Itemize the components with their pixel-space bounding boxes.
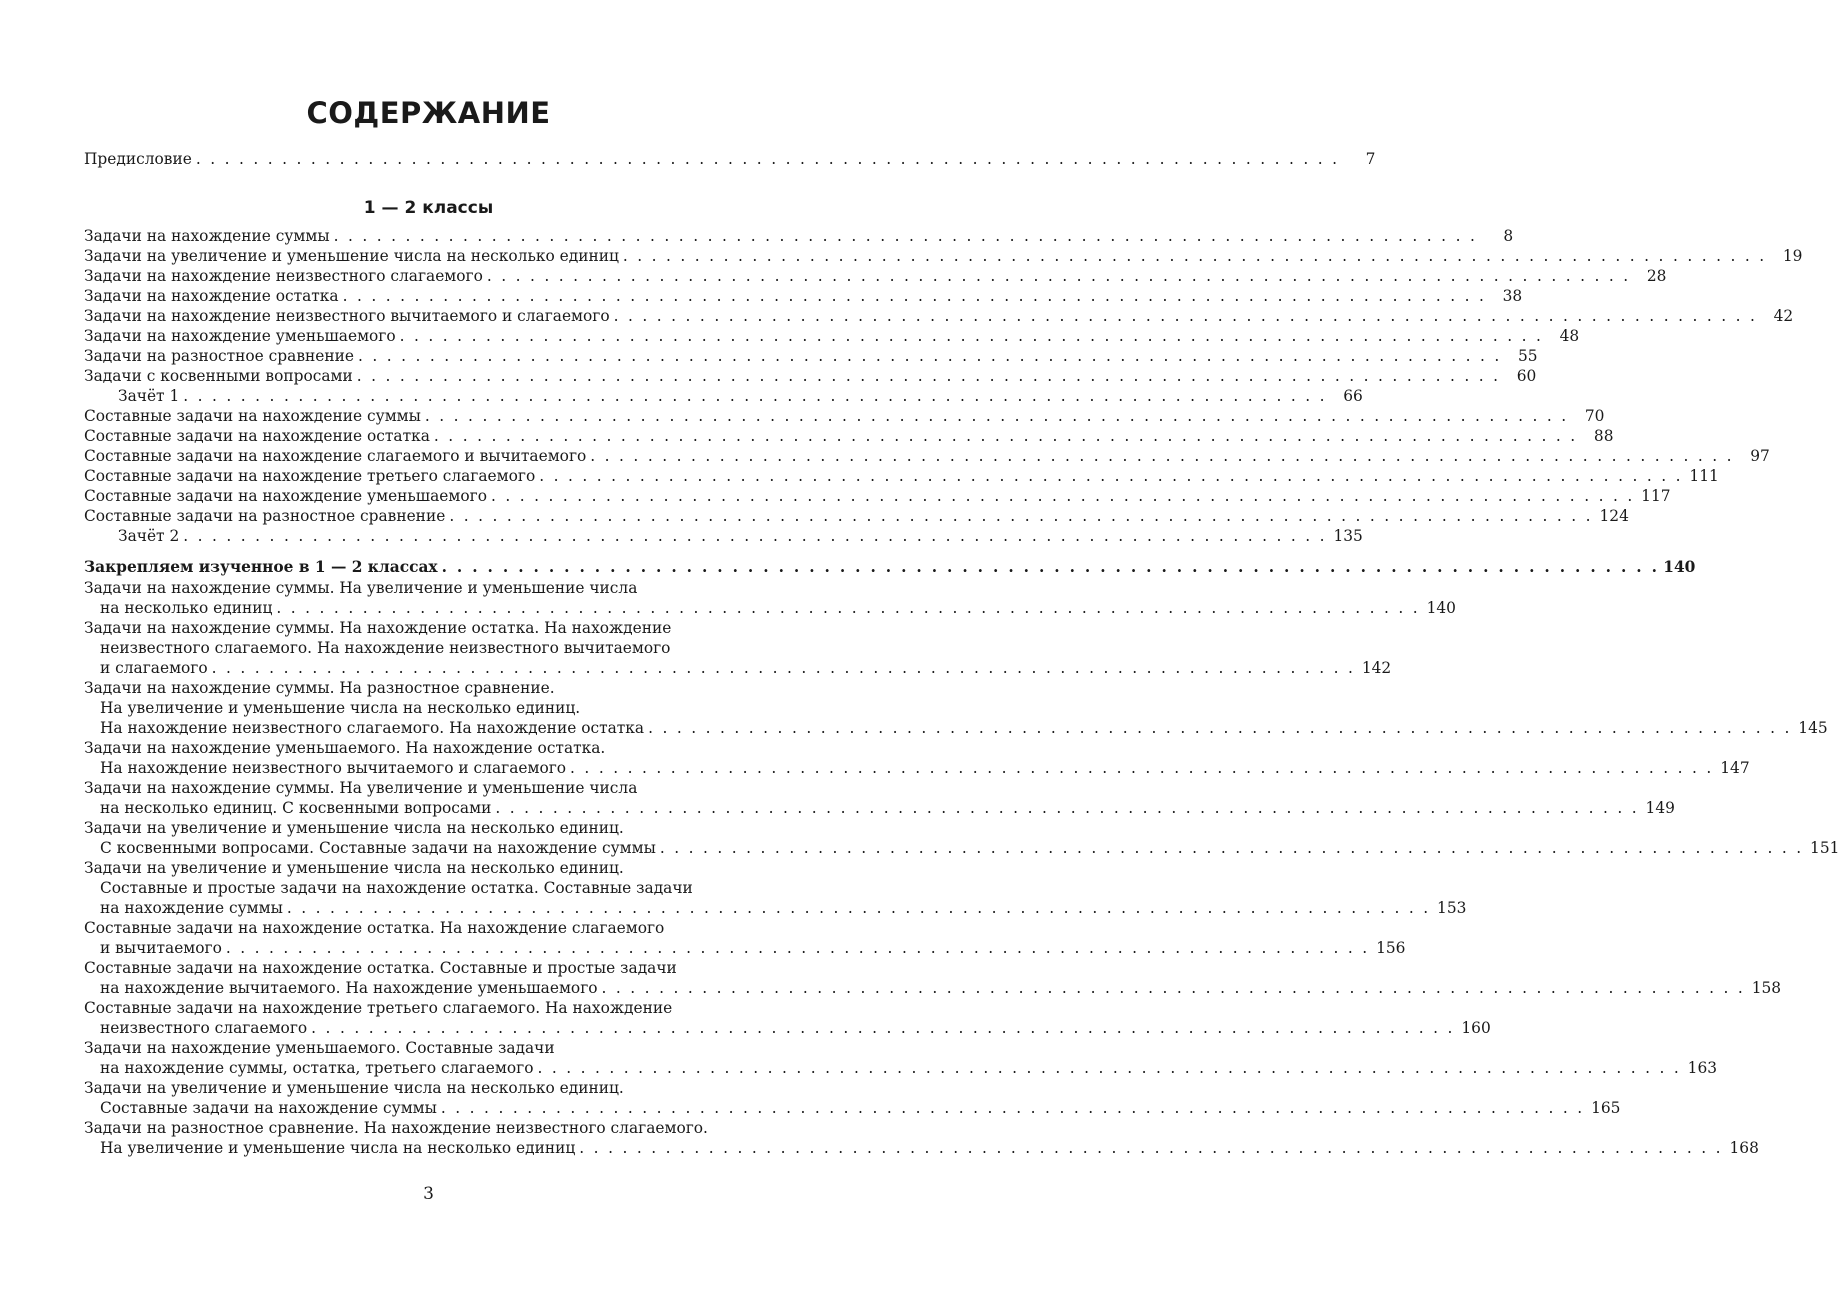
- toc-entry-label: Задачи на нахождение неизвестного слагаемого: [84, 267, 483, 285]
- leader-dots: . . . . . . . . . . . . . . . . . . . . . . . . . . . . . . . . . . . . . . . . . . . . . . . . . . . . . . . . . . . . . . . . . . . . . . . . . . . . . . . .: [486, 267, 1631, 285]
- toc-line: [84, 778, 734, 798]
- leader-dots: . . . . . . . . . . . . . . . . . . . . . . . . . . . . . . . . . . . . . . . . . . . . . . . . . . . . . . . . . . . . . . . . . . . . . . . . . . . . . . . .: [495, 799, 1639, 817]
- toc-entry-page: 111: [1689, 467, 1719, 485]
- leader-dots: . . . . . . . . . . . . . . . . . . . . . . . . . . . . . . . . . . . . . . . . . . . . . . . . . . . . . . . . . . . . . . . . . . . . . . . . . . . . . . . .: [537, 1059, 1682, 1077]
- toc-line: [84, 267, 1667, 287]
- page-number: 3: [423, 1184, 434, 1204]
- toc-line: [84, 1138, 1759, 1158]
- toc-line: [84, 447, 1770, 467]
- leader-dots: . . . . . . . . . . . . . . . . . . . . . . . . . . . . . . . . . . . . . . . . . . . . . . . . . . . . . . . . . . . . . . . . . . . . . . . . . . . . . . . .: [622, 247, 1767, 265]
- toc-entry-label: Задачи с косвенными вопросами: [84, 367, 353, 385]
- toc-entry-label: Составные задачи на нахождение суммы: [100, 1099, 437, 1117]
- toc-entry: [84, 578, 1456, 618]
- toc-entry-label: Задачи на разностное сравнение. На нахождение неизвестного слагаемого.: [84, 1119, 708, 1137]
- toc-entry-label: Задачи на разностное сравнение: [84, 347, 354, 365]
- toc-line: [84, 758, 1750, 778]
- toc-entry-page: 135: [1333, 527, 1363, 545]
- toc-line: [84, 738, 734, 758]
- toc-line: [84, 698, 734, 718]
- toc-entry-page: 48: [1559, 327, 1580, 345]
- toc-line: [84, 918, 734, 938]
- toc-line: [84, 898, 1467, 918]
- page-title: СОДЕРЖАНИЕ: [306, 96, 551, 130]
- toc-entry-label: Составные задачи на нахождение слагаемого и вычитаемого: [84, 447, 587, 465]
- toc-entry-label: Задачи на нахождение суммы. На увеличение и уменьшение числа: [84, 579, 638, 597]
- toc-line: [84, 618, 734, 638]
- leader-dots: . . . . . . . . . . . . . . . . . . . . . . . . . . . . . . . . . . . . . . . . . . . . . . . . . . . . . . . . . . . . . . . . . . . . . . . . . . . . . . . .: [333, 227, 1478, 245]
- toc-entry-page: 19: [1782, 247, 1803, 265]
- toc-entry-label: Задачи на нахождение суммы. На нахождение остатка. На нахождение: [84, 619, 672, 637]
- leader-dots: . . . . . . . . . . . . . . . . . . . . . . . . . . . . . . . . . . . . . . . . . . . . . . . . . . . . . . . . . . . . . . . . . . . . . . . . . . . . . . . .: [424, 407, 1569, 425]
- toc-line: [84, 287, 1523, 307]
- toc-line: [84, 407, 1605, 427]
- toc-line: [84, 307, 1794, 327]
- toc-entry-label: на нахождение суммы, остатка, третьего слагаемого: [100, 1059, 534, 1077]
- toc-line: [84, 507, 1629, 527]
- leader-dots: . . . . . . . . . . . . . . . . . . . . . . . . . . . . . . . . . . . . . . . . . . . . . . . . . . . . . . . . . . . . . . . . . . . . . . . . . . . . . . . .: [440, 1099, 1585, 1117]
- toc-entry: [84, 918, 1406, 958]
- toc-entry-label: Задачи на увеличение и уменьшение числа на несколько единиц.: [84, 859, 624, 877]
- toc-entry-label: и вычитаемого: [100, 939, 222, 957]
- toc-line: [84, 1078, 734, 1098]
- toc-entry-page: 140: [1426, 599, 1456, 617]
- leader-dots: . . . . . . . . . . . . . . . . . . . . . . . . . . . . . . . . . . . . . . . . . . . . . . . . . . . . . . . . . . . . . . . . . . . . . . . . . . . . . . . .: [357, 347, 1502, 365]
- toc-line: [84, 1098, 1621, 1118]
- toc-entry-label: На увеличение и уменьшение числа на несколько единиц.: [100, 699, 581, 717]
- toc-line: [84, 347, 1538, 367]
- toc-entry-page: 156: [1376, 939, 1406, 957]
- toc-entry-label: Задачи на нахождение уменьшаемого. Составные задачи: [84, 1039, 555, 1057]
- toc-entry-label: неизвестного слагаемого. На нахождение неизвестного вычитаемого: [100, 639, 671, 657]
- toc-entry: [84, 738, 1750, 778]
- leader-dots: . . . . . . . . . . . . . . . . . . . . . . . . . . . . . . . . . . . . . . . . . . . . . . . . . . . . . . . . . . . . . . . . . . . . . . . . . . . . . . . .: [601, 979, 1746, 997]
- toc-entry-page: 7: [1365, 150, 1376, 168]
- toc-entry-label: Задачи на нахождение уменьшаемого: [84, 327, 396, 345]
- leader-dots: . . . . . . . . . . . . . . . . . . . . . . . . . . . . . . . . . . . . . . . . . . . . . . . . . . . . . . . . . . . . . . . . . . . . . . . . . . . . . . . .: [490, 487, 1635, 505]
- toc-line: [84, 858, 734, 878]
- leader-dots: . . . . . . . . . . . . . . . . . . . . . . . . . . . . . . . . . . . . . . . . . . . . . . . . . . . . . . . . . . . . . . . . . . . . . . . . . . . . . . . .: [659, 839, 1804, 857]
- leader-dots: . . . . . . . . . . . . . . . . . . . . . . . . . . . . . . . . . . . . . . . . . . . . . . . . . . . . . . . . . . . . . . . . . . . . . . . . . . . . . . . .: [579, 1139, 1723, 1157]
- leader-dots: . . . . . . . . . . . . . . . . . . . . . . . . . . . . . . . . . . . . . . . . . . . . . . . . . . . . . . . . . . . . . . . . . . . . . . . . . . . . . . . .: [570, 759, 1714, 777]
- toc-entry-page: 140: [1663, 558, 1696, 576]
- toc-line: [84, 978, 1782, 998]
- toc-entry-label: на нахождение суммы: [100, 899, 283, 917]
- leader-dots: . . . . . . . . . . . . . . . . . . . . . . . . . . . . . . . . . . . . . . . . . . . . . . . . . . . . . . . . . . . . . . . . . . . . . . . . . . . . . . . .: [590, 447, 1734, 465]
- leader-dots: . . . . . . . . . . . . . . . . . . . . . . . . . . . . . . . . . . . . . . . . . . . . . . . . . . . . . . . . . . . . . . . . . . . . . . . . . . . . . . . .: [311, 1019, 1455, 1037]
- toc-entry-label: Составные задачи на нахождение остатка. Составные и простые задачи: [84, 959, 677, 977]
- toc-entry-label: Составные задачи на нахождение третьего слагаемого. На нахождение: [84, 999, 673, 1017]
- toc-line: [84, 638, 734, 658]
- toc-entry: [84, 678, 1828, 738]
- toc-entry-label: Составные задачи на нахождение третьего слагаемого: [84, 467, 536, 485]
- toc-entry-page: 66: [1343, 387, 1363, 405]
- leader-dots: . . . . . . . . . . . . . . . . . . . . . . . . . . . . . . . . . . . . . . . . . . . . . . . . . . . . . . . . . . . . . . . . . . . . . . . . . . . . . . . .: [276, 599, 1420, 617]
- toc-entry: [84, 1118, 1759, 1158]
- toc-entry-page: 60: [1516, 367, 1537, 385]
- toc-line: [84, 1118, 734, 1138]
- toc-entry-page: 163: [1687, 1059, 1718, 1077]
- toc-entry-page: 38: [1502, 287, 1523, 305]
- toc-entry-label: на несколько единиц. С косвенными вопросами: [100, 799, 492, 817]
- toc-entry-page: 97: [1750, 447, 1770, 465]
- toc-entry-label: Составные задачи на нахождение уменьшаемого: [84, 487, 487, 505]
- toc-line: [84, 367, 1537, 387]
- toc-entry-label: С косвенными вопросами. Составные задачи на нахождение суммы: [100, 839, 656, 857]
- toc-line: [84, 718, 1828, 738]
- toc-entry-label: Задачи на нахождение остатка: [84, 287, 339, 305]
- leader-dots: . . . . . . . . . . . . . . . . . . . . . . . . . . . . . . . . . . . . . . . . . . . . . . . . . . . . . . . . . . . . . . . . . . . . . . . . . . . . . . . .: [225, 939, 1370, 957]
- toc-entry-label: Составные задачи на нахождение остатка. На нахождение слагаемого: [84, 919, 665, 937]
- toc-entry-label: На нахождение неизвестного слагаемого. На нахождение остатка: [100, 719, 645, 737]
- toc-entry-label: Составные задачи на нахождение суммы: [84, 407, 421, 425]
- toc-entry: [84, 858, 1467, 918]
- toc-entry: [84, 1078, 1621, 1118]
- leader-dots: . . . . . . . . . . . . . . . . . . . . . . . . . . . . . . . . . . . . . . . . . . . . . . . . . . . . . . . . . . . . . . . . . . . . . . . . . . . . . . . .: [356, 367, 1501, 385]
- toc-line: [84, 578, 734, 598]
- section-heading: 1 — 2 классы: [363, 198, 494, 218]
- leader-dots: . . . . . . . . . . . . . . . . . . . . . . . . . . . . . . . . . . . . . . . . . . . . . . . . . . . . . . . . . . . . . . . . . . . . . . . . . . . . . . . .: [286, 899, 1431, 917]
- toc-entry-label: Задачи на увеличение и уменьшение числа на несколько единиц.: [84, 1079, 624, 1097]
- toc-entry-label: на нахождение вычитаемого. На нахождение уменьшаемого: [100, 979, 598, 997]
- toc-line: [84, 678, 734, 698]
- leader-dots: . . . . . . . . . . . . . . . . . . . . . . . . . . . . . . . . . . . . . . . . . . . . . . . . . . . . . . . . . . . . . . . . . . . . . . . . . . . . . . . .: [433, 427, 1578, 445]
- toc-line: [84, 878, 734, 898]
- toc-entry-label: Задачи на нахождение суммы. На увеличение и уменьшение числа: [84, 779, 638, 797]
- toc-entry-page: 55: [1517, 347, 1538, 365]
- toc-group-2: [84, 558, 1839, 1158]
- leader-dots: . . . . . . . . . . . . . . . . . . . . . . . . . . . . . . . . . . . . . . . . . . . . . . . . . . . . . . . . . . . . . . . . . . . . . . . . . . . . . . . .: [183, 527, 1327, 545]
- toc-entry-label: и слагаемого: [100, 659, 208, 677]
- leader-dots: . . . . . . . . . . . . . . . . . . . . . . . . . . . . . . . . . . . . . . . . . . . . . . . . . . . . . . . . . . . . . . . . . . . . . . . . . . . . . . . .: [195, 150, 1340, 168]
- leader-dots: . . . . . . . . . . . . . . . . . . . . . . . . . . . . . . . . . . . . . . . . . . . . . . . . . . . . . . . . . . . . . . . . . . . . . . . . . . . . . . . .: [613, 307, 1758, 325]
- toc-entry: [84, 998, 1491, 1038]
- toc-entry: [84, 618, 1392, 678]
- leader-dots: . . . . . . . . . . . . . . . . . . . . . . . . . . . . . . . . . . . . . . . . . . . . . . . . . . . . . . . . . . . . . . . . . . . . . . . . . . . . . . . .: [183, 387, 1327, 405]
- toc-entry-page: 142: [1361, 659, 1392, 677]
- toc-entry-label: Закрепляем изученное в 1 — 2 классах: [84, 558, 438, 576]
- toc-group-1: [84, 227, 1803, 547]
- toc-entry-page: 165: [1591, 1099, 1621, 1117]
- toc-line: [84, 527, 1363, 547]
- toc-entry-label: неизвестного слагаемого: [100, 1019, 308, 1037]
- toc-entry-page: 160: [1461, 1019, 1491, 1037]
- toc-entry-page: 153: [1437, 899, 1467, 917]
- toc-group-heading: [84, 558, 1696, 578]
- toc-entry-label: Задачи на нахождение суммы. На разностное сравнение.: [84, 679, 555, 697]
- toc-line: [84, 998, 734, 1018]
- toc-preface: [84, 150, 1376, 170]
- toc-entry-label: Составные и простые задачи на нахождение остатка. Составные задачи: [100, 879, 693, 897]
- leader-dots: . . . . . . . . . . . . . . . . . . . . . . . . . . . . . . . . . . . . . . . . . . . . . . . . . . . . . . . . . . . . . . . . . . . . . . . . . . . . . . . .: [399, 327, 1544, 345]
- toc-entry-page: 147: [1720, 759, 1750, 777]
- toc-entry-label: Задачи на увеличение и уменьшение числа на несколько единиц: [84, 247, 619, 265]
- toc-entry-page: 149: [1645, 799, 1675, 817]
- toc-entry: [84, 150, 1376, 170]
- leader-dots: . . . . . . . . . . . . . . . . . . . . . . . . . . . . . . . . . . . . . . . . . . . . . . . . . . . . . . . . . . . . . . . . . . . . . . . . . . . . . . . .: [441, 558, 1660, 576]
- toc-entry-page: 168: [1729, 1139, 1759, 1157]
- toc-line: [84, 487, 1671, 507]
- toc-entry-page: 145: [1798, 719, 1828, 737]
- toc-entry-label: Составные задачи на разностное сравнение: [84, 507, 446, 525]
- leader-dots: . . . . . . . . . . . . . . . . . . . . . . . . . . . . . . . . . . . . . . . . . . . . . . . . . . . . . . . . . . . . . . . . . . . . . . . . . . . . . . . .: [539, 467, 1683, 485]
- toc-entry-label: Предисловие: [84, 150, 192, 168]
- toc-line: [84, 958, 734, 978]
- toc-entry-page: 151: [1810, 839, 1839, 857]
- toc-line: [84, 247, 1803, 267]
- toc-entry-label: На увеличение и уменьшение числа на несколько единиц: [100, 1139, 576, 1157]
- toc-entry-label: Составные задачи на нахождение остатка: [84, 427, 430, 445]
- toc-entry-label: Задачи на нахождение неизвестного вычитаемого и слагаемого: [84, 307, 610, 325]
- toc-entry-page: 42: [1773, 307, 1794, 325]
- toc-entry-label: на несколько единиц: [100, 599, 273, 617]
- toc-entry-label: Зачёт 2: [118, 527, 180, 545]
- toc-line: [84, 798, 1675, 818]
- toc-entry: [84, 958, 1782, 998]
- toc-entry-label: Зачёт 1: [118, 387, 180, 405]
- toc-entry-page: 28: [1646, 267, 1667, 285]
- toc-line: [84, 1058, 1718, 1078]
- toc-line: [84, 467, 1719, 487]
- leader-dots: . . . . . . . . . . . . . . . . . . . . . . . . . . . . . . . . . . . . . . . . . . . . . . . . . . . . . . . . . . . . . . . . . . . . . . . . . . . . . . . .: [449, 507, 1593, 525]
- toc-line: [84, 658, 1392, 678]
- toc-line: [84, 387, 1363, 407]
- toc-entry-label: Задачи на нахождение уменьшаемого. На нахождение остатка.: [84, 739, 606, 757]
- toc-group-2-entries: [84, 578, 1839, 1158]
- toc-line: [84, 327, 1580, 347]
- toc-line: [84, 598, 1456, 618]
- toc-entry-page: 88: [1593, 427, 1614, 445]
- toc-entry-page: 70: [1584, 407, 1605, 425]
- leader-dots: . . . . . . . . . . . . . . . . . . . . . . . . . . . . . . . . . . . . . . . . . . . . . . . . . . . . . . . . . . . . . . . . . . . . . . . . . . . . . . . .: [648, 719, 1792, 737]
- toc-line: [84, 1038, 734, 1058]
- toc-line: [84, 938, 1406, 958]
- toc-entry-label: Задачи на нахождение суммы: [84, 227, 330, 245]
- toc-line: [84, 838, 1839, 858]
- toc-entry-label: На нахождение неизвестного вычитаемого и слагаемого: [100, 759, 567, 777]
- toc-line: [84, 1018, 1491, 1038]
- toc-line: [84, 818, 734, 838]
- toc-line: [84, 427, 1614, 447]
- toc-entry-page: 117: [1641, 487, 1671, 505]
- toc-entry-label: Задачи на увеличение и уменьшение числа на несколько единиц.: [84, 819, 624, 837]
- toc-line: [84, 227, 1514, 247]
- toc-entry-page: 158: [1751, 979, 1782, 997]
- toc-entry: [84, 1038, 1718, 1078]
- toc-entry: [84, 778, 1675, 818]
- toc-entry-page: 8: [1503, 227, 1514, 245]
- toc-entry-page: 124: [1599, 507, 1629, 525]
- leader-dots: . . . . . . . . . . . . . . . . . . . . . . . . . . . . . . . . . . . . . . . . . . . . . . . . . . . . . . . . . . . . . . . . . . . . . . . . . . . . . . . .: [342, 287, 1487, 305]
- leader-dots: . . . . . . . . . . . . . . . . . . . . . . . . . . . . . . . . . . . . . . . . . . . . . . . . . . . . . . . . . . . . . . . . . . . . . . . . . . . . . . . .: [211, 659, 1356, 677]
- toc-entry: [84, 818, 1839, 858]
